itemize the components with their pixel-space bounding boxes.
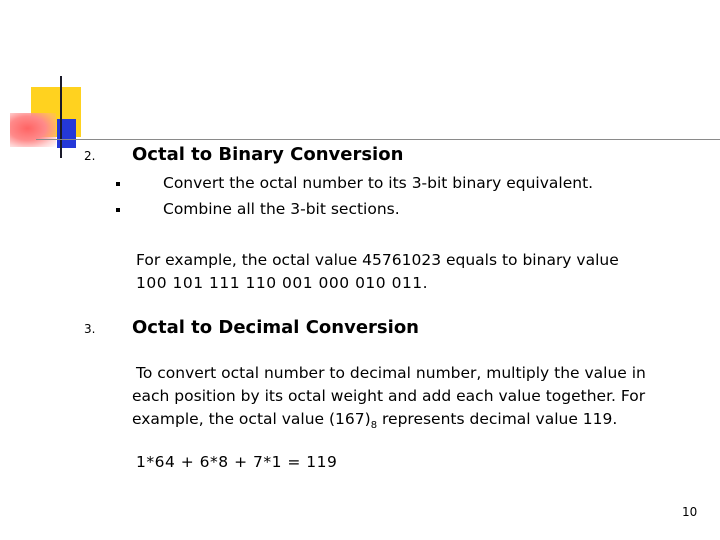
base-subscript: 8 bbox=[370, 420, 378, 431]
section-3-formula: 1*64 + 6*8 + 7*1 = 119 bbox=[136, 453, 338, 471]
section-3-paragraph-line-2: each position by its octal weight and add each value together. For bbox=[132, 387, 646, 405]
logo-red-blur bbox=[10, 113, 56, 147]
line-3-end: represents decimal value 119. bbox=[377, 410, 618, 428]
section-2-example-line-1: For example, the octal value 45761023 equals to binary value bbox=[136, 251, 619, 269]
section-2-bullet-1: Convert the octal number to its 3-bit binary equivalent. bbox=[163, 174, 594, 192]
bullet-icon bbox=[116, 182, 120, 186]
logo-vertical-line bbox=[60, 76, 62, 158]
line-3-start: example, the octal value (167) bbox=[132, 410, 371, 428]
section-2-heading: Octal to Binary Conversion bbox=[132, 144, 404, 165]
section-3-number: 3. bbox=[84, 322, 96, 336]
page-number: 10 bbox=[682, 505, 698, 519]
section-2-example-line-2: 100 101 111 110 001 000 010 011. bbox=[136, 274, 429, 292]
title-divider-line bbox=[36, 139, 720, 140]
section-3-paragraph-line-1: To convert octal number to decimal number, multiply the value in bbox=[136, 364, 646, 382]
section-3-paragraph-line-3 bbox=[132, 408, 617, 437]
section-2-number: 2. bbox=[84, 149, 96, 163]
section-3-heading: Octal to Decimal Conversion bbox=[132, 317, 419, 338]
section-2-bullet-2: Combine all the 3-bit sections. bbox=[163, 200, 400, 218]
bullet-icon bbox=[116, 208, 120, 212]
